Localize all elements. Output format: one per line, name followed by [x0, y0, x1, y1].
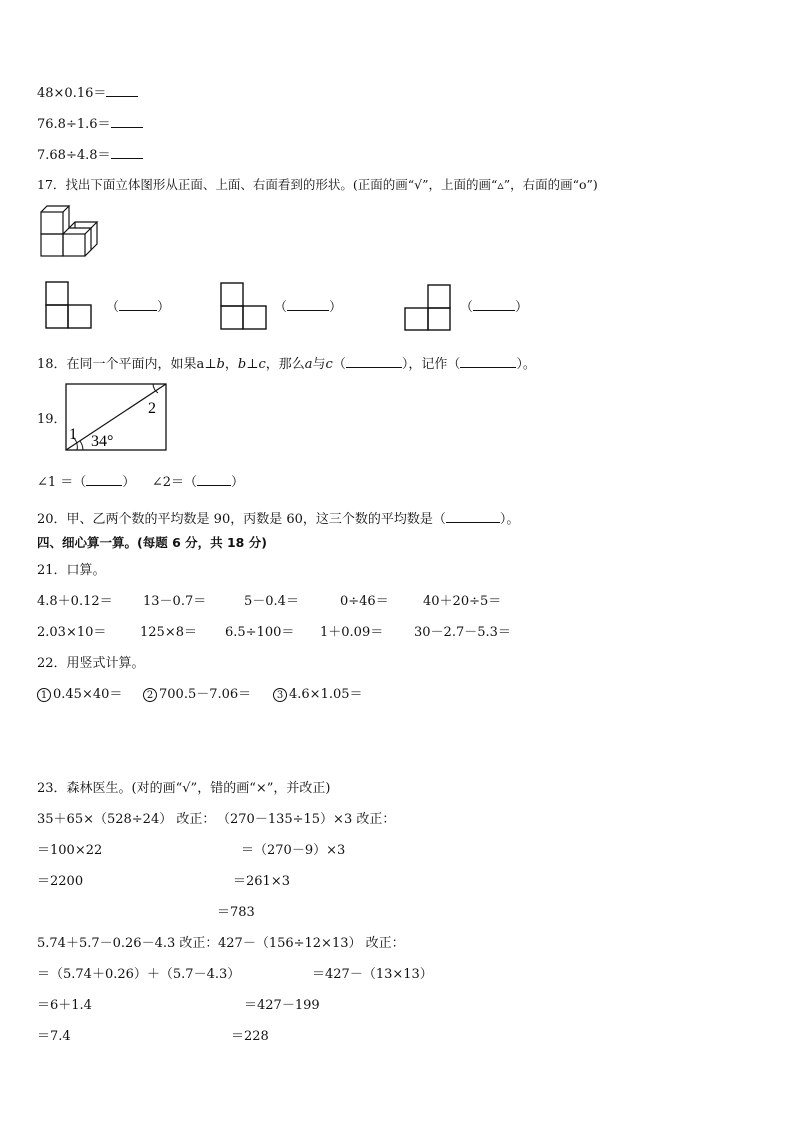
mental-calc-item: 0÷46＝: [340, 594, 389, 609]
vertical-calc-item: 1 0.45×40＝: [37, 687, 122, 703]
vertical-calc-item: 2 700.5－7.06＝: [143, 687, 251, 703]
view-answer-2: （ ）: [274, 300, 343, 315]
question-19-answers: ∠1 ＝（ ） ∠2＝（ ）: [37, 475, 245, 490]
answer-blank[interactable]: [86, 473, 122, 486]
vertical-calc-item: 3 4.6×1.05＝: [273, 687, 363, 703]
correction-line: ＝100×22: [37, 843, 103, 858]
correction-line: 5.74＋5.7－0.26－4.3 改正：: [37, 936, 219, 951]
question-18: 18．在同一个平面内，如果a⊥b，b⊥c，那么a与c（ ），记作（ ）。: [37, 357, 536, 372]
view-answer-3: （ ）: [460, 300, 529, 315]
answer-blank[interactable]: [460, 355, 516, 368]
correction-line: 427－（156÷12×13） 改正：: [218, 936, 405, 951]
answer-blank[interactable]: [446, 510, 500, 523]
calc-line: [37, 146, 143, 164]
answer-blank[interactable]: [111, 115, 143, 128]
correction-line: ＝427－（13×13）: [312, 967, 433, 982]
answer-blank[interactable]: [111, 146, 143, 159]
mental-calc-item: 30－2.7－5.3＝: [414, 625, 511, 640]
answer-blank[interactable]: [287, 298, 329, 311]
correction-line: ＝7.4: [37, 1029, 71, 1044]
answer-blank[interactable]: [119, 298, 157, 311]
mental-calc-item: 125×8＝: [140, 625, 197, 640]
view-option-3[interactable]: [404, 284, 452, 332]
calc-line: [37, 115, 143, 133]
correction-line: ＝783: [217, 905, 255, 920]
answer-blank[interactable]: [106, 84, 138, 97]
mental-calc-item: 40＋20÷5＝: [423, 594, 502, 609]
question-22-stem: 22．用竖式计算。: [37, 656, 145, 671]
answer-blank[interactable]: [197, 473, 231, 486]
answer-blank[interactable]: [473, 298, 515, 311]
correction-line: ＝261×3: [233, 874, 290, 889]
circled-number-3: 3: [273, 688, 287, 702]
correction-line: ＝2200: [37, 874, 84, 889]
calc-line: [37, 84, 138, 102]
question-20: 20．甲、乙两个数的平均数是 90，丙数是 60，这三个数的平均数是（ ）。: [37, 512, 520, 527]
section-4-heading: 四、细心算一算。(每题 6 分，共 18 分): [37, 535, 267, 550]
correction-line: ＝6＋1.4: [37, 998, 92, 1013]
mental-calc-item: 1＋0.09＝: [320, 625, 384, 640]
question-19-number: 19．: [37, 412, 67, 427]
circled-number-2: 2: [143, 688, 157, 702]
view-option-1[interactable]: [45, 281, 93, 329]
question-23-stem: 23．森林医生。(对的画“√”，错的画“×”，并改正): [37, 781, 331, 796]
angle-label-1: 1: [69, 426, 77, 443]
mental-calc-item: 6.5÷100＝: [225, 625, 295, 640]
angle-label-2: 2: [148, 400, 156, 417]
calc-expr: 48×0.16＝: [37, 86, 107, 101]
correction-line: ＝（5.74＋0.26）＋（5.7－4.3）: [37, 967, 241, 982]
cube-solid-figure: [40, 203, 102, 261]
question-21-stem: 21．口算。: [37, 563, 106, 578]
calc-expr: 76.8÷1.6＝: [37, 117, 111, 132]
mental-calc-item: 2.03×10＝: [37, 625, 107, 640]
rectangle-diagram: [65, 383, 169, 453]
calc-expr: 7.68÷4.8＝: [37, 148, 111, 163]
circled-number-1: 1: [37, 688, 51, 702]
answer-blank[interactable]: [346, 355, 402, 368]
angle-34-label: 34°: [91, 433, 114, 450]
view-answer-1: （ ）: [106, 300, 171, 315]
mental-calc-item: 5－0.4＝: [244, 594, 299, 609]
mental-calc-item: 13－0.7＝: [143, 594, 207, 609]
question-17-stem: 17．找出下面立体图形从正面、上面、右面看到的形状。(正面的画“√”，上面的画“▵”，右面的画“ο”): [37, 177, 598, 192]
correction-line: ＝228: [231, 1029, 269, 1044]
view-option-2[interactable]: [220, 282, 268, 330]
mental-calc-item: 4.8＋0.12＝: [37, 594, 113, 609]
correction-line: ＝427－199: [244, 998, 320, 1013]
correction-line: （270－135÷15）×3 改正：: [217, 812, 396, 827]
correction-line: 35＋65×（528÷24） 改正：: [37, 812, 216, 827]
correction-line: ＝（270－9）×3: [241, 843, 346, 858]
